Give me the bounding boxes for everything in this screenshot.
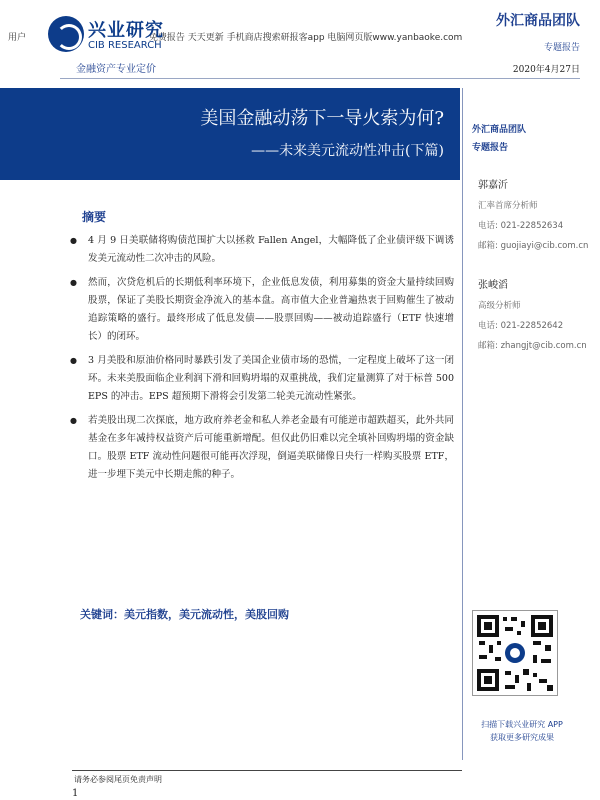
qr-caption xyxy=(462,718,582,744)
analyst-phone: 电话: 021-22852642 xyxy=(478,321,564,331)
analyst-email[interactable]: 邮箱: guojiayi@cib.com.cn xyxy=(478,241,589,251)
abstract-body xyxy=(70,232,454,490)
slogan: 金融资产专业定价 xyxy=(76,64,156,75)
analyst-card xyxy=(478,176,588,256)
analyst-title: 高级分析师 xyxy=(478,301,521,311)
sidebar-type: 专题报告 xyxy=(472,143,509,153)
qr-caption-line1: 扫描下载兴业研究 APP xyxy=(481,720,563,729)
keywords: 关键词：美元指数，美元流动性，美股回购 xyxy=(80,608,289,621)
abstract-bullet: ● 3 月美股和原油价格同时暴跌引发了美国企业债市场的恐慌，一定程度上破坏了这一闭环。未来美股面临企业利润下滑和回购坍塌的双重挑战，我们定量测算了对于标普 500 EPS 的冲击。EPS 超预期下滑将会引发第二轮美元流动性紧张。 xyxy=(70,352,454,406)
qr-caption-line2: 获取更多研究成果 xyxy=(490,733,554,742)
report-subtitle: ——未来美元流动性冲击(下篇) xyxy=(251,143,444,159)
report-title: 美国金融动荡下一导火索为何? xyxy=(200,108,444,129)
title-banner xyxy=(0,88,460,180)
watermark-left: 用户 xyxy=(8,33,27,43)
header-team: 外汇商品团队 xyxy=(496,13,580,29)
analyst-phone: 电话: 021-22852634 xyxy=(478,221,564,231)
analyst-name: 郭嘉沂 xyxy=(478,180,508,191)
watermark-right: 免费报告 天天更新 手机商店搜索研报客app 电脑网页版www.yanbaoke.com xyxy=(148,33,463,43)
analyst-name: 张峻滔 xyxy=(478,280,508,291)
analyst-card xyxy=(478,276,587,356)
abstract-heading: 摘要 xyxy=(82,210,107,224)
analyst-title: 汇率首席分析师 xyxy=(478,201,538,211)
sidebar-team: 外汇商品团队 xyxy=(472,125,527,135)
header-report-type: 专题报告 xyxy=(543,43,580,53)
qr-code-icon xyxy=(473,611,557,695)
header-divider xyxy=(60,78,580,79)
cib-logo-icon xyxy=(48,16,84,52)
footer-disclaimer: 请务必参阅尾页免责声明 xyxy=(74,775,162,784)
abstract-bullet: ● 4 月 9 日美联储将购债范围扩大以拯救 Fallen Angel，大幅降低了企业债评级下调诱发美元流动性二次冲击的风险。 xyxy=(70,232,454,268)
analyst-email[interactable]: 邮箱: zhangjt@cib.com.cn xyxy=(478,341,587,351)
footer-divider xyxy=(72,770,462,771)
logo-cn-text: 兴业研究 xyxy=(88,20,164,41)
cib-logo xyxy=(48,16,178,58)
report-date: 2020年4月27日 xyxy=(512,65,580,75)
qr-code[interactable] xyxy=(472,610,558,696)
logo-en-text: CIB RESEARCH xyxy=(88,40,162,51)
abstract-bullet: ● 然而，次贷危机后的长期低利率环境下，企业低息发债，利用募集的资金大量持续回购股票，保证了美股长期资金净流入的基本盘。高市值大企业普遍热衷于回购催生了被动追踪策略的盛行。最终形成了低息发债——股票回购——被动追踪盛行（ETF 快速增长）的闭环。 xyxy=(70,274,454,346)
sidebar-divider xyxy=(462,88,463,760)
page-number: 1 xyxy=(72,788,79,799)
abstract-bullet: ● 若美股出现二次探底，地方政府养老金和私人养老金最有可能逆市超跌超买，此外共同基金在多年减持权益资产后可能重新增配。但仅此仍旧难以完全填补回购坍塌的资金缺口。股票 ETF 流动性问题很可能再次浮现，倒逼美联储像日央行一样购买股票 ETF，进一步埋下美元中长期走熊的种子。 xyxy=(70,412,454,484)
